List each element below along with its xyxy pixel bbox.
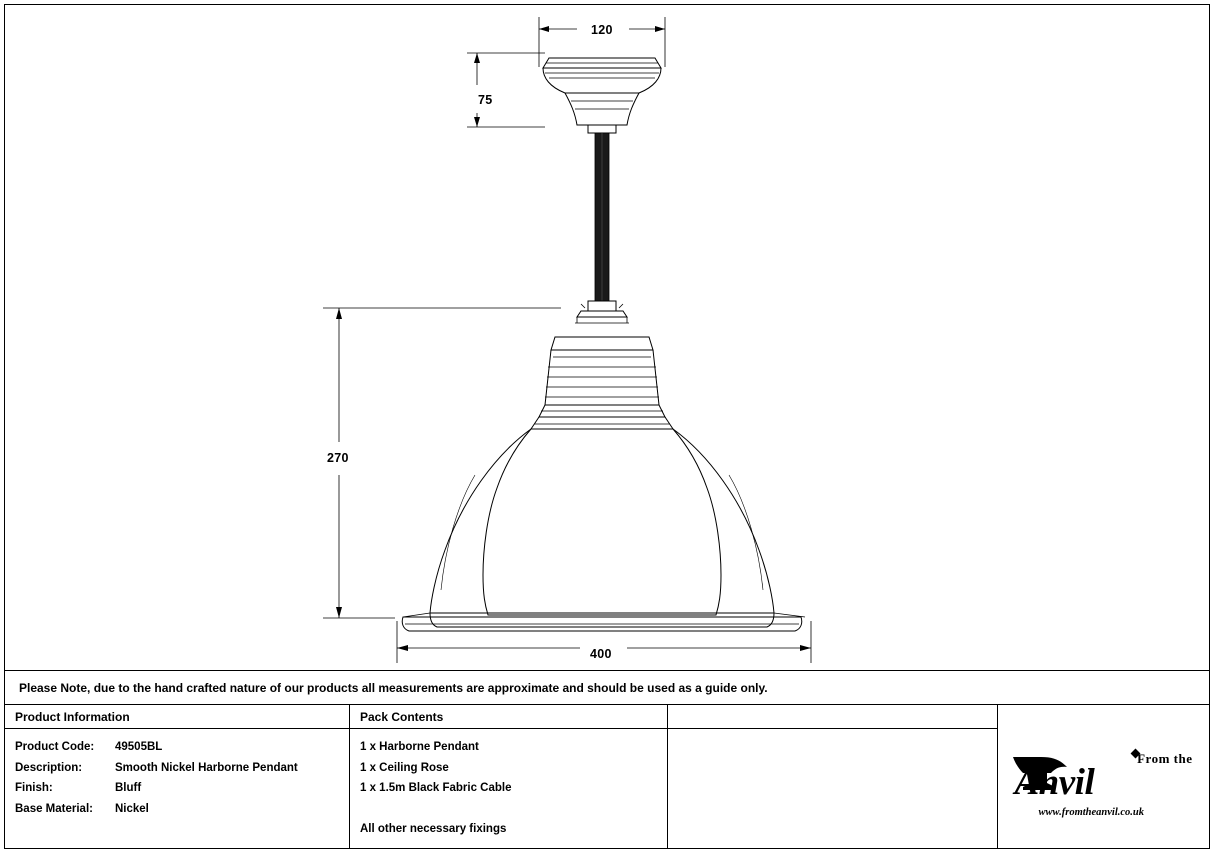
spec-label-base-material: Base Material: — [15, 802, 93, 815]
logo-column — [998, 705, 1209, 849]
dimension-label-top-height: 75 — [478, 93, 493, 107]
spec-value-description: Smooth Nickel Harborne Pendant — [115, 761, 298, 774]
information-table — [5, 705, 1209, 849]
product-drawing — [5, 5, 1209, 670]
dimension-label-shade-height: 270 — [327, 451, 349, 465]
pack-contents-item: 1 x 1.5m Black Fabric Cable — [360, 782, 512, 794]
blank-column — [668, 705, 998, 849]
spec-label-finish: Finish: — [15, 782, 53, 794]
dimension-label-shade-width: 400 — [590, 647, 612, 661]
spec-row-base-material — [15, 799, 339, 820]
blank-column-header — [668, 705, 997, 729]
brand-logo — [998, 729, 1209, 849]
product-information-column — [5, 705, 350, 849]
spec-row-description — [15, 758, 339, 779]
pack-contents-item: 1 x Harborne Pendant — [360, 741, 479, 753]
spec-row-finish — [15, 778, 339, 799]
logo-url: www.fromtheanvil.co.uk — [1038, 807, 1144, 818]
dimension-label-top-width: 120 — [591, 23, 613, 37]
pack-contents-item: 1 x Ceiling Rose — [360, 761, 449, 774]
logo-name: Anvil — [1014, 762, 1095, 803]
pack-contents-body — [350, 729, 667, 839]
product-information-header: Product Information — [5, 705, 349, 729]
spec-value-finish: Bluff — [115, 782, 142, 794]
spec-value-base-material: Nickel — [115, 802, 149, 815]
product-information-body — [5, 729, 349, 819]
pack-contents-column — [350, 705, 668, 849]
spec-label-product-code: Product Code: — [15, 741, 95, 753]
spec-label-description: Description: — [15, 761, 83, 774]
logo-top-text: From the — [1137, 751, 1193, 766]
spec-value-product-code: 49505BL — [115, 741, 163, 753]
pack-contents-footer: All other necessary fixings — [360, 822, 507, 835]
spec-row-product-code — [15, 737, 339, 758]
measurement-note-text: Please Note, due to the hand crafted nature of our products all measurements are approximate and should be used as a guide only. — [19, 680, 768, 695]
pack-contents-header: Pack Contents — [350, 705, 667, 729]
measurement-note-row — [5, 670, 1209, 705]
